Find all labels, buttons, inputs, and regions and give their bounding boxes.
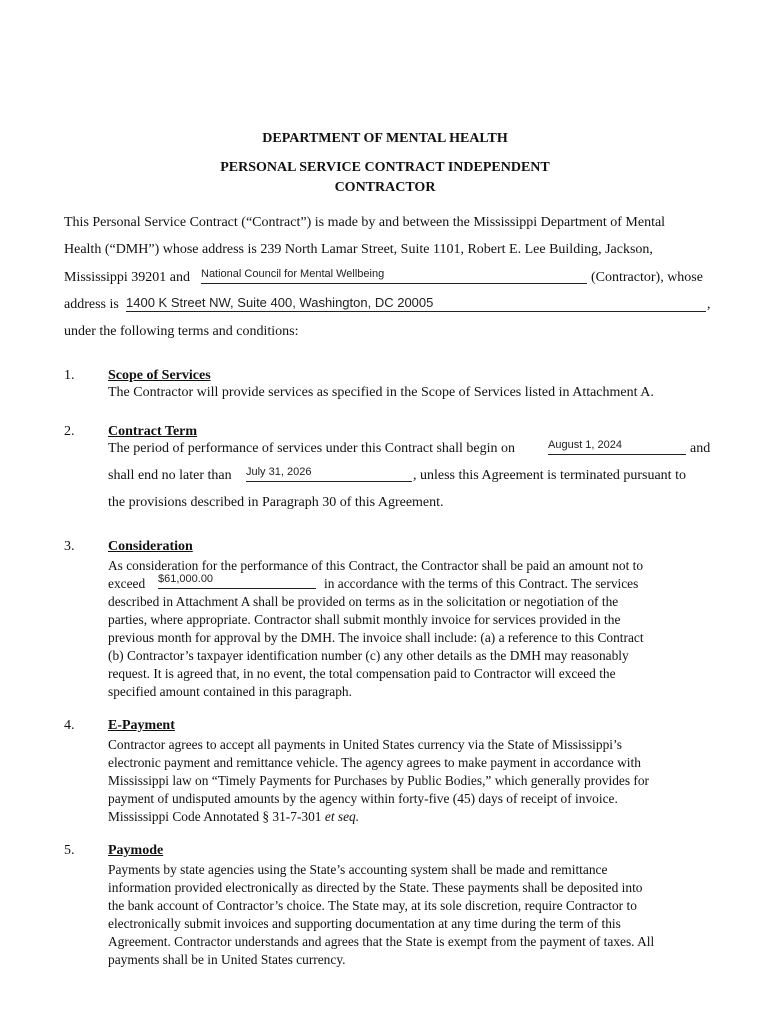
intro-line-3-suffix: (Contractor), whose: [591, 270, 703, 285]
consideration-line-7: request. It is agreed that, in no event, the total compensation paid to Contractor will exceed the: [108, 666, 616, 681]
contract-term-line-2-suffix: , unless this Agreement is terminated pursuant to: [413, 468, 686, 483]
intro-line-4-suffix: ,: [707, 297, 711, 312]
section-number: 1.: [64, 368, 75, 383]
section-heading-scope: Scope of Services: [108, 368, 211, 383]
intro-line-3-prefix: Mississippi 39201 and: [64, 270, 191, 285]
end-date-field[interactable]: July 31, 2026: [246, 466, 412, 482]
consideration-line-2-suffix: in accordance with the terms of this Contract. The services: [324, 576, 639, 591]
e-payment-line-2: electronic payment and remittance vehicle. The agency agrees to make payment in accordance with: [108, 755, 641, 770]
contractor-address-field[interactable]: 1400 K Street NW, Suite 400, Washington, DC 20005: [126, 296, 706, 312]
start-date-field[interactable]: August 1, 2024: [548, 439, 686, 455]
contract-term-line-1-prefix: The period of performance of services under this Contract shall begin on: [108, 441, 516, 456]
e-payment-line-3: Mississippi law on “Timely Payments for Purchases by Public Bodies,” which generally provides for: [108, 773, 650, 788]
intro-line-4-prefix: address is: [64, 297, 119, 312]
consideration-line-1: As consideration for the performance of this Contract, the Contractor shall be paid an amount not to: [108, 558, 644, 573]
et-seq-text: et seq.: [324, 809, 360, 824]
intro-line-1: This Personal Service Contract (“Contract”) is made by and between the Mississippi Department of Mental: [64, 215, 666, 230]
e-payment-line-5: [108, 808, 359, 826]
amount-field[interactable]: $61,000.00: [158, 573, 316, 589]
intro-line-5: under the following terms and conditions:: [64, 324, 299, 339]
paymode-line-5: Agreement. Contractor understands and agrees that the State is exempt from the payment of taxes. All: [108, 934, 655, 949]
consideration-line-5: previous month for approval by the DMH. The invoice shall include: (a) a reference to this Contract: [108, 630, 644, 645]
consideration-line-6: (b) Contractor’s taxpayer identification number (c) any other details as the DMH may reasonably: [108, 648, 629, 663]
contract-term-line-3: the provisions described in Paragraph 30 of this Agreement.: [108, 495, 444, 510]
e-payment-line-4: payment of undisputed amounts by the agency within forty-five (45) days of receipt of invoice.: [108, 791, 618, 806]
consideration-line-4: parties, where appropriate. Contractor shall submit monthly invoice for services provided in the: [108, 612, 621, 627]
paymode-line-6: payments shall be in United States currency.: [108, 952, 346, 967]
paymode-line-4: electronically submit invoices and supporting documentation at any time during the term of this: [108, 916, 621, 931]
e-payment-line-1: Contractor agrees to accept all payments in United States currency via the State of Mississippi’s: [108, 737, 622, 752]
section-heading-e-payment: E-Payment: [108, 718, 175, 733]
paymode-line-1: Payments by state agencies using the State’s accounting system shall be made and remittance: [108, 862, 608, 877]
contract-title: PERSONAL SERVICE CONTRACT INDEPENDENT: [220, 160, 550, 175]
section-heading-contract-term: Contract Term: [108, 424, 198, 439]
consideration-line-3: described in Attachment A shall be provided on terms as in the solicitation or negotiation of the: [108, 594, 619, 609]
intro-line-2: Health (“DMH”) whose address is 239 North Lamar Street, Suite 1101, Robert E. Lee Building, Jackson,: [64, 242, 653, 257]
section-number: 4.: [64, 718, 75, 733]
section-number: 5.: [64, 843, 75, 858]
e-payment-line-5-text: Mississippi Code Annotated § 31-7-301: [108, 809, 322, 824]
section-number: 3.: [64, 539, 75, 554]
contract-term-line-2-prefix: shall end no later than: [108, 468, 232, 483]
section-heading-consideration: Consideration: [108, 539, 193, 554]
section-heading-paymode: Paymode: [108, 843, 164, 858]
section-number: 2.: [64, 424, 75, 439]
section-text: The Contractor will provide services as specified in the Scope of Services listed in Attachment A.: [108, 385, 654, 400]
consideration-line-8: specified amount contained in this paragraph.: [108, 684, 352, 699]
paymode-line-2: information provided electronically as directed by the State. These payments shall be deposited into: [108, 880, 643, 895]
contract-title-line2: CONTRACTOR: [334, 180, 436, 195]
contractor-name-field[interactable]: National Council for Mental Wellbeing: [201, 268, 587, 284]
paymode-line-3: the bank account of Contractor’s choice. The State may, at its sole discretion, require Contractor to: [108, 898, 637, 913]
consideration-line-2-prefix: exceed: [108, 576, 146, 591]
department-title: DEPARTMENT OF MENTAL HEALTH: [262, 131, 508, 146]
contract-term-line-1-suffix: and: [690, 441, 711, 456]
